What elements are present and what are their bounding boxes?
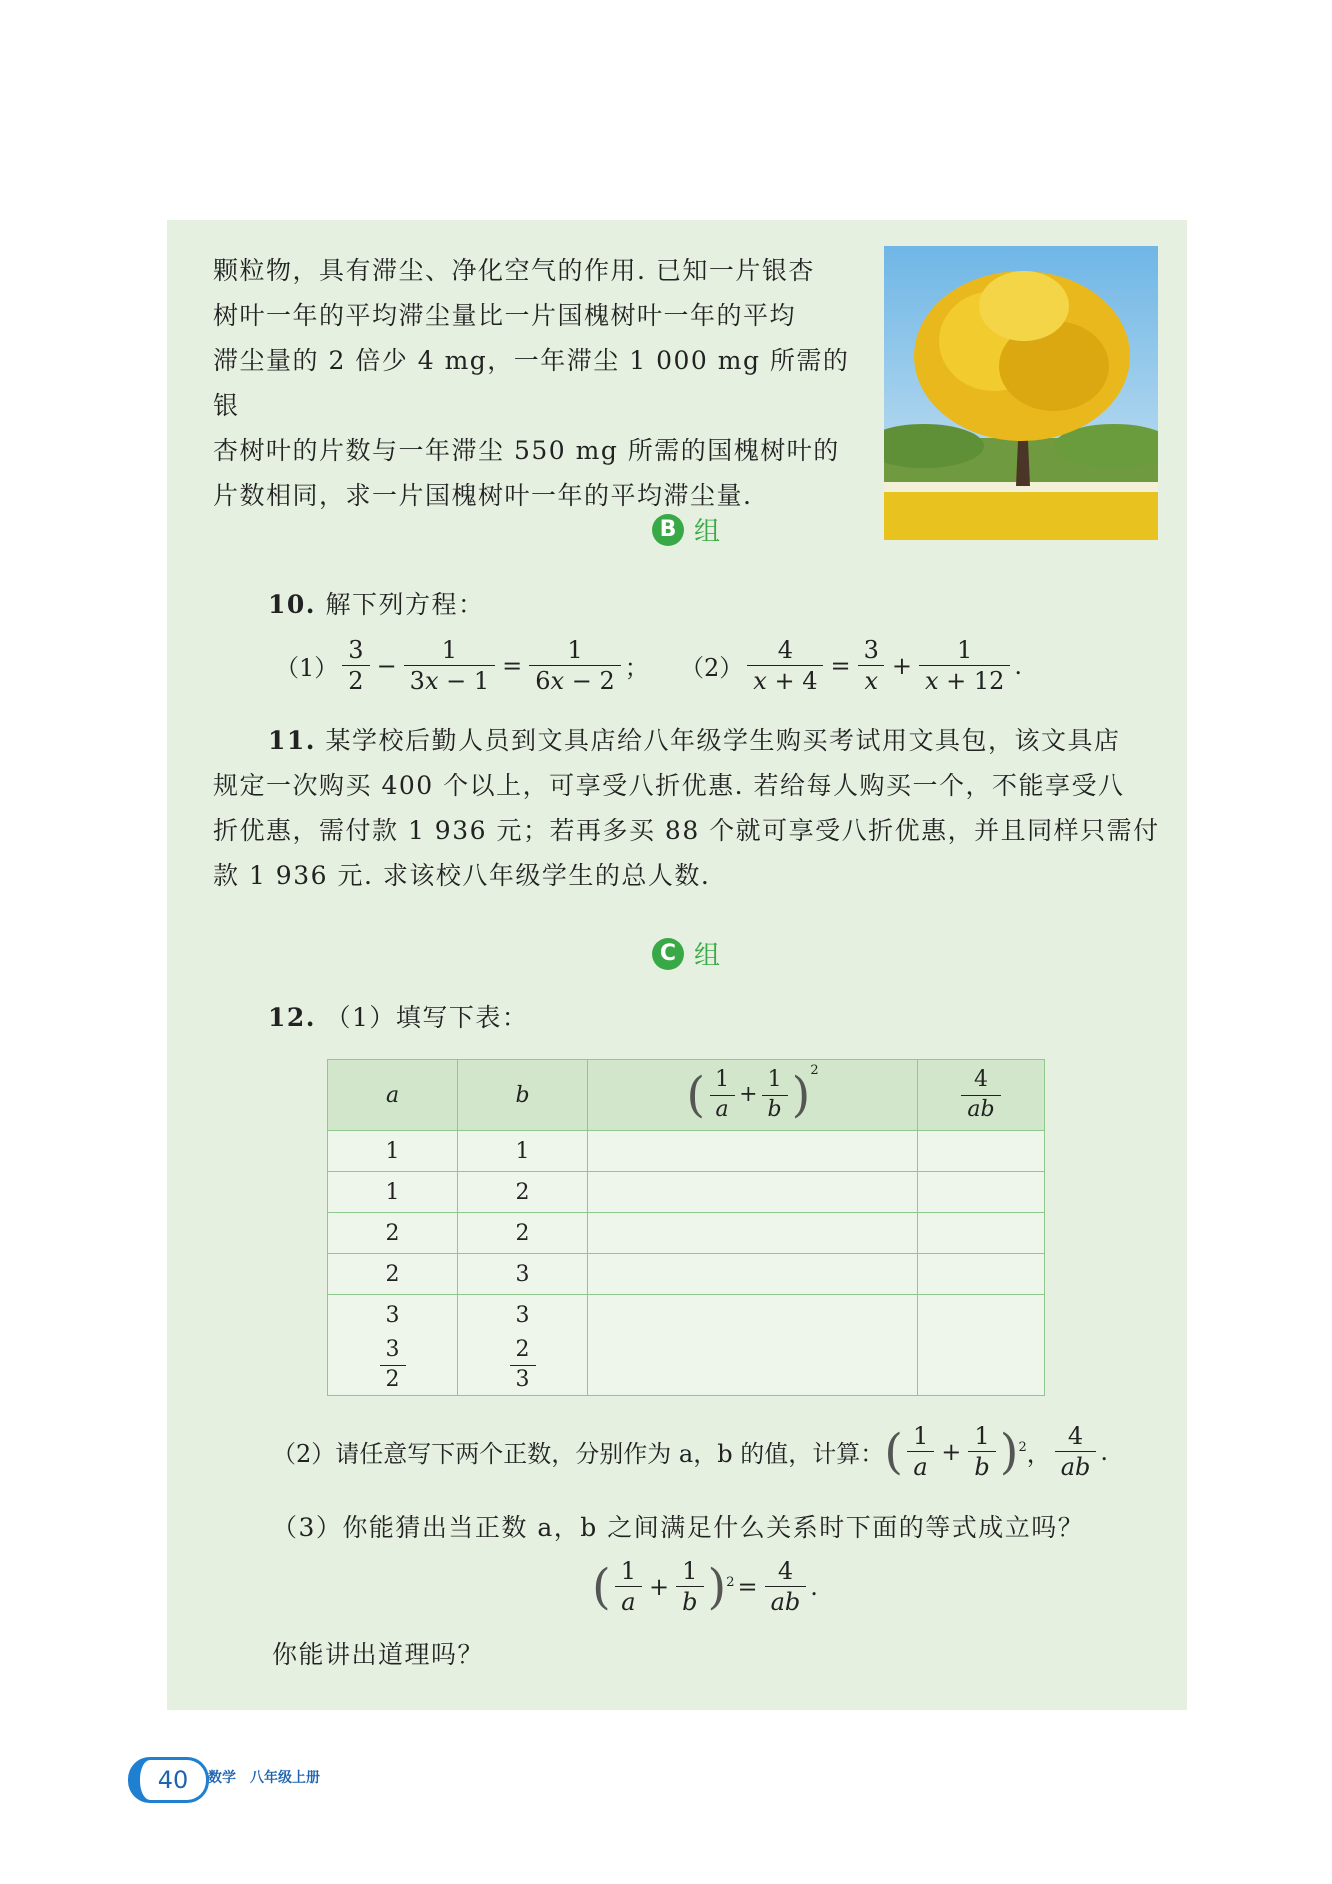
footer-book-title: 数学 八年级上册 (208, 1770, 320, 1786)
cell-b-num: 2 (515, 1337, 530, 1363)
group-b-letter: B (652, 514, 684, 546)
intro-line: 颗粒物，具有滞尘、净化空气的作用. 已知一片银杏 (213, 256, 815, 285)
intro-line: 滞尘量的 2 倍少 4 mg，一年滞尘 1 000 mg 所需的银 (213, 346, 850, 420)
cell-a: 3 (328, 1295, 458, 1336)
q12-closing (272, 1632, 484, 1677)
q10-prompt (268, 582, 484, 627)
intro-paragraph (213, 248, 873, 518)
table-row (328, 1254, 1045, 1295)
intro-line: 杏树叶的片数与一年滞尘 550 mg 所需的国槐树叶的 (213, 436, 840, 465)
q11-line: 款 1 936 元. 求该校八年级学生的总人数. (213, 861, 711, 890)
q12-prompt (268, 995, 528, 1040)
q10-part2-label: （2） (680, 654, 744, 683)
q10-text: 解下列方程： (325, 590, 485, 619)
q12-part3-text: （3）你能猜出当正数 a，b 之间满足什么关系时下面的等式成立吗？ (272, 1513, 1085, 1542)
intro-line: 树叶一年的平均滞尘量比一片国槐树叶一年的平均 (213, 301, 797, 330)
col-b-header: b (515, 1082, 530, 1108)
q12-part1: （1）填写下表： (325, 1003, 529, 1032)
q12-closing-text: 你能讲出道理吗？ (272, 1640, 485, 1669)
cell-b: 1 (458, 1131, 588, 1172)
table-header-row (328, 1060, 1045, 1131)
group-c-heading (652, 935, 720, 972)
cell-a: 2 (328, 1213, 458, 1254)
cell-b (458, 1335, 588, 1396)
col-four-over-ab-header: $\frac{4}{ab}$ (918, 1060, 1045, 1131)
cell-b-den: 3 (510, 1365, 536, 1392)
cell-a (328, 1335, 458, 1396)
group-c-label: 组 (694, 941, 721, 971)
cell-a: 1 (328, 1131, 458, 1172)
group-c-letter: C (652, 938, 684, 970)
q10-equation-2: （2） $\frac{4}{x + 4}$ = $\frac{3}{x}$ + $\frac{1}{x + 12}$ . (680, 636, 1023, 696)
cell-a: 2 (328, 1254, 458, 1295)
q12-table (327, 1059, 1045, 1396)
q11-line: 某学校后勤人员到文具店给八年级学生购买考试用文具包，该文具店 (325, 726, 1121, 755)
q11-paragraph (213, 718, 1173, 898)
cell-a-den: 2 (380, 1365, 406, 1392)
group-b-label: 组 (694, 517, 721, 547)
intro-line: 片数相同，求一片国槐树叶一年的平均滞尘量. (213, 481, 753, 510)
cell-a-num: 3 (385, 1337, 400, 1363)
cell-blank[interactable] (588, 1254, 918, 1295)
cell-b: 2 (458, 1172, 588, 1213)
ginkgo-tree-image (884, 246, 1158, 540)
cell-blank[interactable] (588, 1131, 918, 1172)
cell-blank[interactable] (588, 1295, 918, 1396)
cell-b: 2 (458, 1213, 588, 1254)
table-row (328, 1213, 1045, 1254)
q11-line: 折优惠，需付款 1 936 元；若再多买 88 个就可享受八折优惠，并且同样只需付 (213, 816, 1160, 845)
group-b-heading (652, 511, 720, 548)
q10-equation-1: （1） $\frac{3}{2}$ − $\frac{1}{3x - 1}$ = $\frac{1}{6x - 2}$ ； (275, 636, 649, 696)
q11-number: 11. (268, 726, 316, 755)
table-row (328, 1172, 1045, 1213)
cell-blank[interactable] (918, 1254, 1045, 1295)
q12-identity: ( $\frac{1}{a}$ + $\frac{1}{b}$ ) 2 = $\frac{4}{ab}$ . (592, 1557, 818, 1617)
q10-part1-label: （1） (275, 654, 339, 683)
col-sum-squared-header: ( $\frac{1}{a}$ + $\frac{1}{b}$ )$^2$ (588, 1060, 918, 1131)
q11-line: 规定一次购买 400 个以上，可享受八折优惠. 若给每人购买一个，不能享受八 (213, 771, 1125, 800)
col-a-header: a (385, 1082, 400, 1108)
table-row (328, 1131, 1045, 1172)
q10-number: 10. (268, 590, 316, 619)
cell-b: 3 (458, 1295, 588, 1336)
cell-blank[interactable] (918, 1213, 1045, 1254)
q12-part3 (272, 1505, 1084, 1550)
cell-b: 3 (458, 1254, 588, 1295)
cell-a: 1 (328, 1172, 458, 1213)
cell-blank[interactable] (918, 1131, 1045, 1172)
q12-part2-text: （2）请任意写下两个正数，分别作为 a，b 的值，计算： (272, 1440, 885, 1469)
q12-number: 12. (268, 1003, 316, 1032)
page-number: 40 (128, 1757, 209, 1803)
cell-blank[interactable] (918, 1172, 1045, 1213)
table-row (328, 1295, 1045, 1336)
cell-blank[interactable] (588, 1213, 918, 1254)
cell-blank[interactable] (918, 1295, 1045, 1396)
q12-part2: （2）请任意写下两个正数，分别作为 a，b 的值，计算： ( $\frac{1}{a}$ + $\frac{1}{b}$ ) 2 ， $\frac{4}{ab}$ . (272, 1422, 1109, 1482)
cell-blank[interactable] (588, 1172, 918, 1213)
